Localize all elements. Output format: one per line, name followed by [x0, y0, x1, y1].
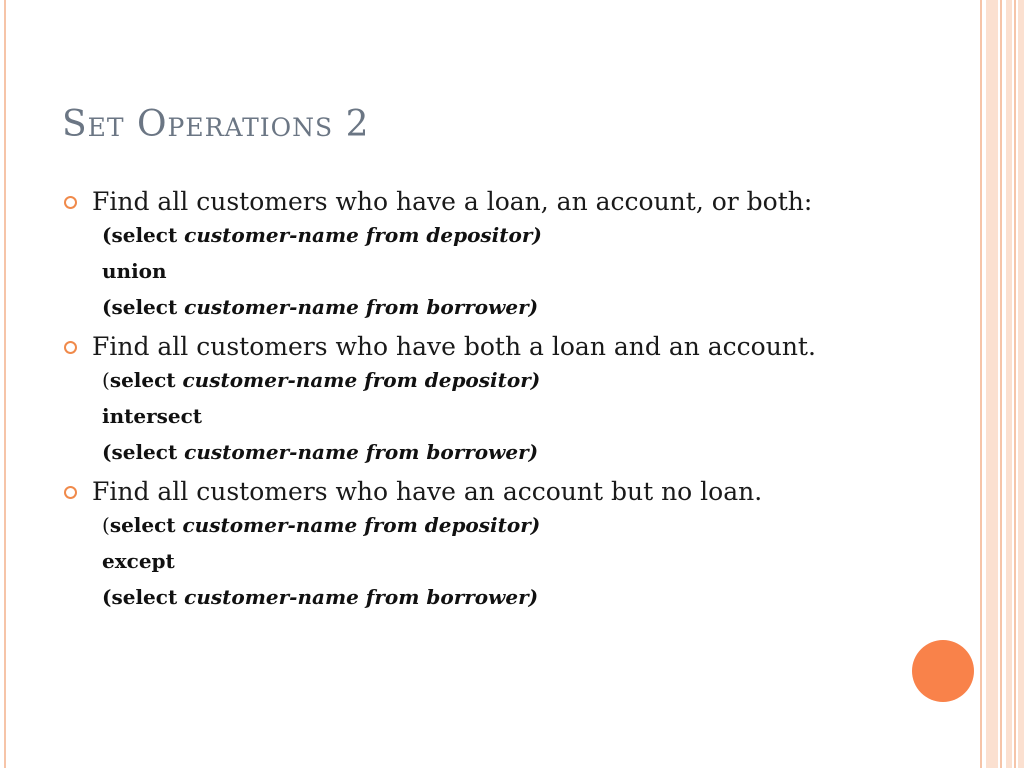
paren: ( [102, 223, 112, 247]
sql-keyword: select [111, 440, 185, 464]
left-border-line [4, 0, 6, 768]
code-line [64, 289, 864, 325]
bullet-text: Find all customers who have a loan, an account, or both: [92, 187, 813, 216]
sql-expression: customer-name from depositor) [182, 513, 541, 537]
sql-expression: customer-name from depositor) [184, 223, 542, 247]
slide-content [64, 180, 864, 615]
code-line [64, 217, 864, 253]
border-stripe [1006, 0, 1012, 768]
sql-keyword: except [102, 549, 175, 573]
bullet-circle-icon [64, 196, 77, 209]
right-border-decoration [980, 0, 1024, 768]
sql-expression: customer-name from borrower) [184, 295, 539, 319]
paren: ( [102, 440, 112, 464]
bullet-item [64, 476, 864, 507]
sql-keyword: select [111, 295, 185, 319]
border-stripe [1000, 0, 1002, 768]
bullet-circle-icon [64, 486, 77, 499]
paren: ( [102, 295, 112, 319]
paren: ( [102, 513, 110, 537]
sql-expression: customer-name from borrower) [184, 585, 539, 609]
sql-keyword: select [111, 223, 185, 247]
border-stripe [1014, 0, 1016, 768]
sql-keyword: select [111, 585, 185, 609]
code-line [64, 253, 864, 289]
bullet-item [64, 331, 864, 362]
bullet-circle-icon [64, 341, 77, 354]
code-line [64, 362, 864, 398]
bullet-text: Find all customers who have an account but no loan. [92, 477, 763, 506]
sql-keyword: select [109, 513, 183, 537]
bullet-text: Find all customers who have both a loan and an account. [92, 332, 816, 361]
code-line [64, 398, 864, 434]
sql-expression: customer-name from borrower) [184, 440, 539, 464]
border-stripe [986, 0, 998, 768]
sql-keyword: union [102, 259, 167, 283]
slide-title: Set Operations 2 [62, 104, 370, 145]
code-line [64, 507, 864, 543]
code-line [64, 434, 864, 470]
paren: ( [102, 585, 112, 609]
bullet-item [64, 186, 864, 217]
accent-circle [912, 640, 974, 702]
code-line [64, 579, 864, 615]
sql-keyword: select [109, 368, 183, 392]
sql-keyword: intersect [102, 404, 203, 428]
paren: ( [102, 368, 110, 392]
sql-expression: customer-name from depositor) [182, 368, 541, 392]
border-stripe [980, 0, 982, 768]
border-stripe [1018, 0, 1024, 768]
code-line [64, 543, 864, 579]
